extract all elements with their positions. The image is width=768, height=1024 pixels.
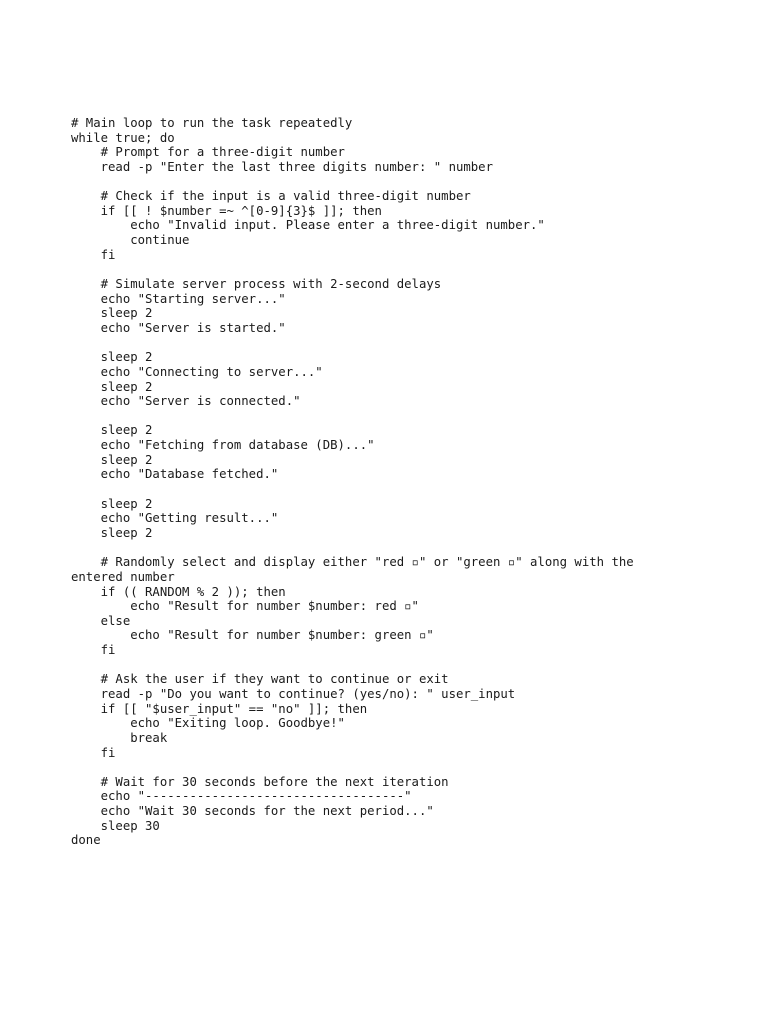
code-line: if [[ "$user_input" == "no" ]]; then xyxy=(71,701,368,716)
code-line: entered number xyxy=(71,569,175,584)
code-line: fi xyxy=(71,643,116,658)
code-line: sleep 30 xyxy=(71,818,160,833)
code-line: sleep 2 xyxy=(71,452,153,467)
code-line: while true; do xyxy=(71,130,175,145)
code-line: sleep 2 xyxy=(71,423,153,438)
code-line: read -p "Enter the last three digits number: " number xyxy=(71,159,493,174)
code-line: break xyxy=(71,730,168,745)
code-line: continue xyxy=(71,233,190,248)
code-line: fi xyxy=(71,745,116,760)
code-line: # Ask the user if they want to continue or exit xyxy=(71,672,449,687)
code-blank-line xyxy=(71,760,721,775)
code-line: done xyxy=(71,833,101,848)
code-line: sleep 2 xyxy=(71,496,153,511)
code-line: echo "Exiting loop. Goodbye!" xyxy=(71,716,345,731)
code-blank-line xyxy=(71,336,721,351)
code-line: sleep 2 xyxy=(71,379,153,394)
code-line: # Simulate server process with 2-second delays xyxy=(71,277,442,292)
code-line: if [[ ! $number =~ ^[0-9]{3}$ ]]; then xyxy=(71,203,382,218)
code-blank-line xyxy=(71,658,721,673)
code-line: echo "Result for number $number: red ▫" xyxy=(71,599,419,614)
code-line: echo "Server is connected." xyxy=(71,394,301,409)
code-line: echo "Wait 30 seconds for the next period..." xyxy=(71,804,434,819)
code-blank-line xyxy=(71,409,721,424)
code-blank-line xyxy=(71,541,721,556)
code-line: echo "Getting result..." xyxy=(71,511,279,526)
code-line: read -p "Do you want to continue? (yes/no): " user_input xyxy=(71,686,516,701)
code-line: if (( RANDOM % 2 )); then xyxy=(71,584,286,599)
code-line: sleep 2 xyxy=(71,525,153,540)
code-line: echo "Database fetched." xyxy=(71,467,279,482)
code-line: # Prompt for a three-digit number xyxy=(71,145,345,160)
code-line: sleep 2 xyxy=(71,350,153,365)
code-line: echo "Starting server..." xyxy=(71,291,286,306)
code-line: # Main loop to run the task repeatedly xyxy=(71,116,353,130)
code-line: echo "-----------------------------------" xyxy=(71,789,412,804)
code-block xyxy=(71,116,721,848)
code-line: # Randomly select and display either "red ▫" or "green ▫" along with the xyxy=(71,555,634,570)
code-blank-line xyxy=(71,175,721,190)
code-line: echo "Server is started." xyxy=(71,320,286,335)
code-line: echo "Result for number $number: green ▫" xyxy=(71,628,434,643)
code-line: echo "Fetching from database (DB)..." xyxy=(71,438,375,453)
code-line: # Wait for 30 seconds before the next iteration xyxy=(71,774,449,789)
code-line: sleep 2 xyxy=(71,306,153,321)
code-blank-line xyxy=(71,482,721,497)
code-line: fi xyxy=(71,247,116,262)
code-line: else xyxy=(71,613,131,628)
code-blank-line xyxy=(71,262,721,277)
code-line: echo "Invalid input. Please enter a three-digit number." xyxy=(71,218,545,233)
code-line: echo "Connecting to server..." xyxy=(71,364,323,379)
code-line: # Check if the input is a valid three-digit number xyxy=(71,189,471,204)
